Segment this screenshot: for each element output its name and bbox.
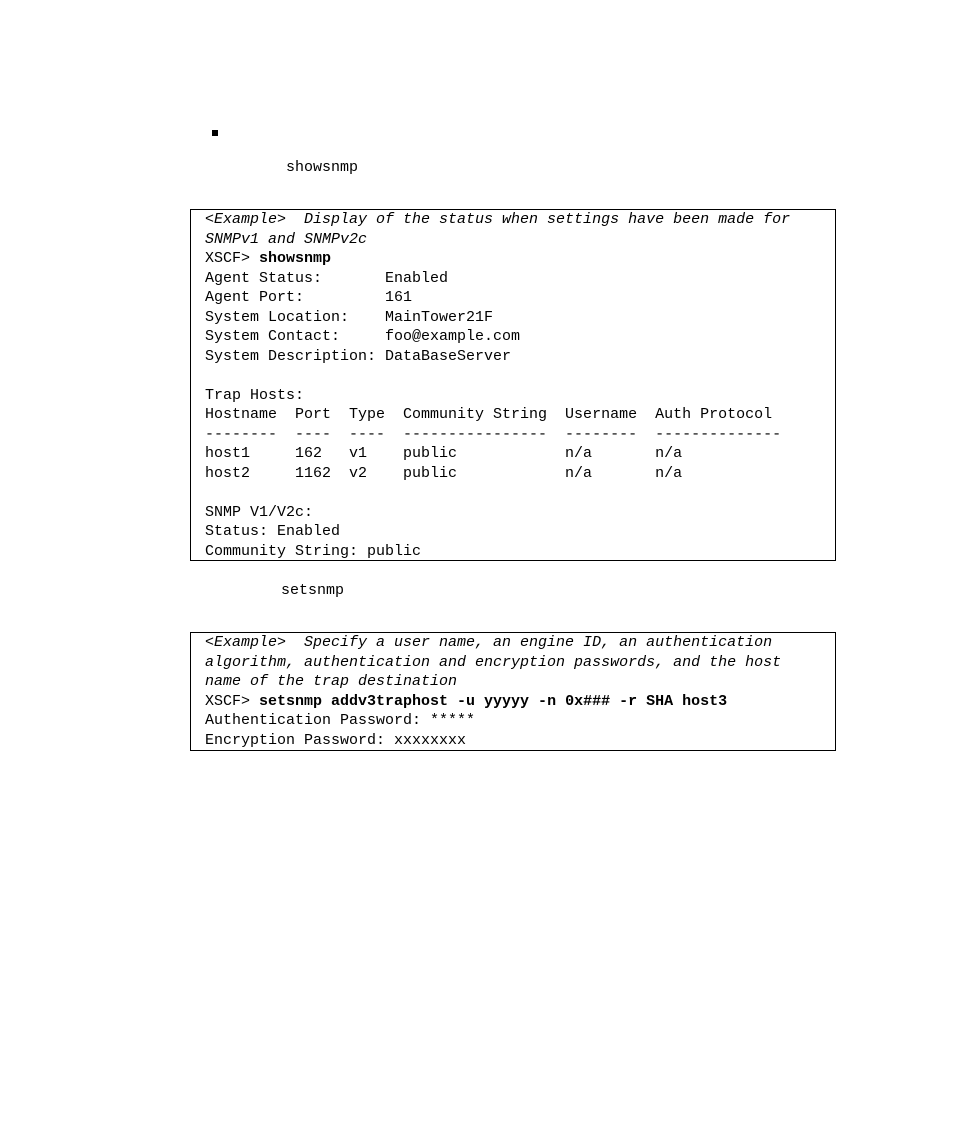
- showsnmp-example-box: [190, 209, 836, 561]
- bullet-marker: [212, 130, 218, 136]
- command-text: showsnmp: [259, 250, 332, 267]
- example-caption-line: SNMPv1 and SNMPv2c: [205, 230, 368, 248]
- output-line: [205, 366, 835, 386]
- output-line: System Description: DataBaseServer: [205, 347, 512, 365]
- prompt: XSCF>: [205, 692, 260, 710]
- output-line: Trap Hosts:: [205, 386, 305, 404]
- table-header-line: Hostname Port Type Community String Username Auth Protocol: [205, 406, 773, 423]
- command-line: [205, 249, 835, 269]
- output-line: SNMP V1/V2c:: [205, 503, 314, 521]
- output-line: System Location: MainTower21F: [205, 308, 494, 326]
- example-caption-line: <Example> Specify a user name, an engine ID, an authentication: [205, 634, 773, 651]
- showsnmp-label: showsnmp: [286, 159, 359, 176]
- command-line: [205, 692, 835, 712]
- prompt: XSCF>: [205, 250, 260, 267]
- example-caption-line: <Example> Display of the status when settings have been made for: [205, 211, 791, 228]
- output-line: Community String: public: [205, 542, 422, 560]
- setsnmp-label: setsnmp: [281, 582, 345, 599]
- setsnmp-example-box: [190, 632, 836, 751]
- table-row: host2 1162 v2 public n/a n/a: [205, 464, 683, 482]
- table-separator-line: -------- ---- ---- ---------------- -------- --------------: [205, 425, 782, 443]
- output-line: Agent Status: Enabled: [205, 269, 449, 287]
- table-row: host1 162 v1 public n/a n/a: [205, 445, 683, 462]
- example-caption-line: algorithm, authentication and encryption passwords, and the host: [205, 653, 782, 671]
- command-text: setsnmp addv3traphost -u yyyyy -n 0x### -r SHA host3: [259, 692, 728, 710]
- output-line: Authentication Password: *****: [205, 712, 476, 729]
- output-line: [205, 483, 835, 503]
- output-line: Status: Enabled: [205, 523, 341, 540]
- example-caption-line: name of the trap destination: [205, 673, 458, 690]
- output-line: Agent Port: 161: [205, 289, 413, 306]
- output-line: System Contact: foo@example.com: [205, 328, 521, 345]
- output-line: Encryption Password: xxxxxxxx: [205, 731, 467, 749]
